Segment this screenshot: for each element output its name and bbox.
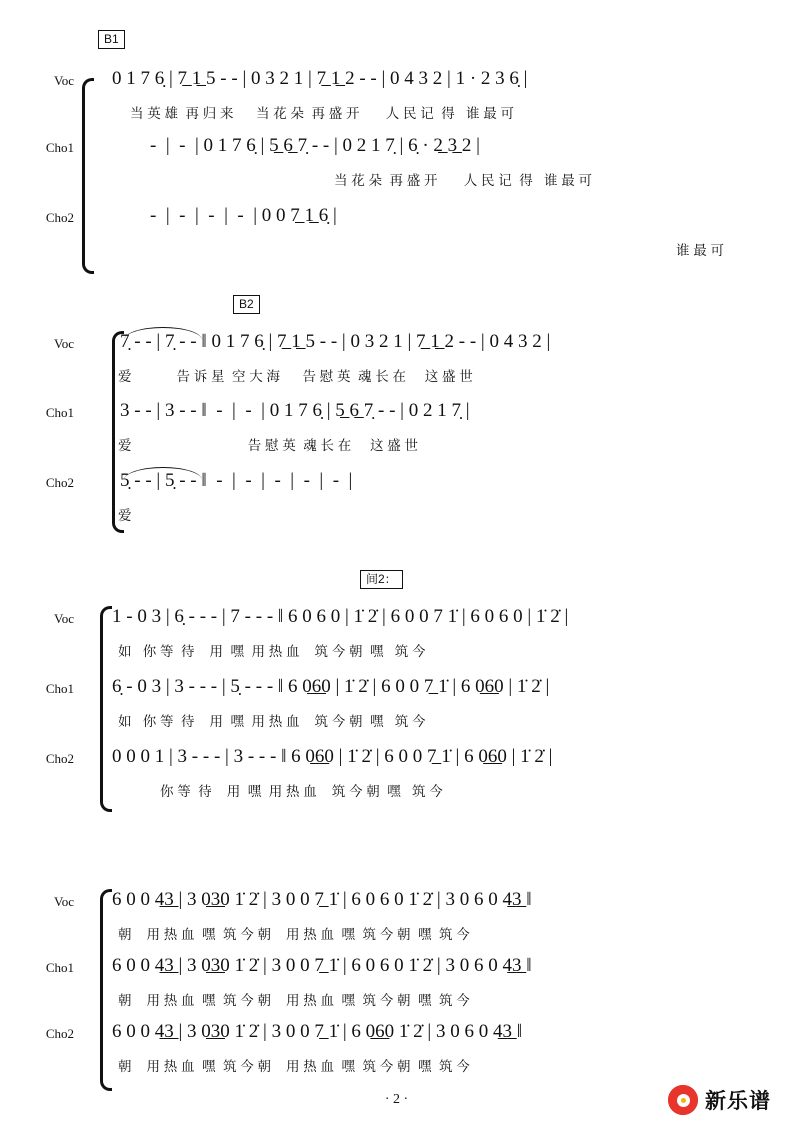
rehearsal-mark-interlude2: 间2： (360, 570, 403, 589)
logo-text: 新乐谱 (705, 1090, 771, 1113)
music-line: 5̣ - - | 5̣ - - ‖ - | - | - | - | - | (120, 470, 353, 491)
music-line: - | - | 0 1 7 6̣ | 5̲ 6̲ 7̣ - - | 0 2 1 7̣ | 6̣ · 2̲ 3̲ 2 | (150, 135, 480, 156)
lyric-line: 谁 最 可 (676, 243, 725, 258)
lyric-line: 爱 告 诉 星 空 大 海 告 慰 英 魂 长 在 这 盛 世 (118, 369, 473, 384)
staff-bracket (112, 331, 124, 533)
lyric-line: 朝 用 热 血 嘿 筑 今 朝 用 热 血 嘿 筑 今 朝 嘿 筑 今 (118, 993, 470, 1008)
record-disc-icon (668, 1085, 698, 1115)
music-line: 6 0 0 4̲3̲ | 3 0̲3̲0 1̇ 2̇ | 3 0 0 7̲ 1̇ | 6 0 6 0 1̇ 2̇ | 3 0 6 0 4̲3̲ ‖ (112, 955, 532, 976)
voice-label-cho1: Cho1 (45, 405, 74, 420)
voice-label-voc: Voc (54, 611, 74, 626)
music-line: 0 1 7 6̣ | 7̲ 1̲ 5 - - | 0 3 2 1 | 7̲ 1̲ 2 - - | 0 4 3 2 | 1 · 2 3 6̣ | (112, 68, 528, 89)
music-line: 6̣ - 0 3 | 3 - - - | 5̣ - - - ‖ 6 0̲6̲0 | 1̇ 2̇ | 6 0 0 7̲ 1̇ | 6 0̲6̲0 | 1̇ 2̇ | (112, 676, 550, 697)
staff-bracket (82, 78, 94, 274)
music-line: 0 0 0 1 | 3 - - - | 3 - - - ‖ 6 0̲6̲0 | 1̇ 2̇ | 6 0 0 7̲ 1̇ | 6 0̲6̲0 | 1̇ 2̇ | (112, 746, 553, 767)
lyric-line: 如 你 等 待 用 嘿 用 热 血 筑 今 朝 嘿 筑 今 (118, 644, 426, 659)
lyric-line: 爱 (118, 508, 132, 523)
voice-label-cho1: Cho1 (45, 140, 74, 155)
voice-label-cho2: Cho2 (45, 475, 74, 490)
lyric-line: 如 你 等 待 用 嘿 用 热 血 筑 今 朝 嘿 筑 今 (118, 714, 426, 729)
rehearsal-mark-b1: B1 (98, 30, 125, 49)
voice-label-voc: Voc (54, 894, 74, 909)
page-number: · 2 · (384, 1092, 409, 1107)
music-line: 1 - 0 3 | 6̣ - - - | 7 - - - ‖ 6 0 6 0 | 1̇ 2̇ | 6 0 0 7 1̇ | 6 0 6 0 | 1̇ 2̇ | (112, 606, 569, 627)
lyric-line: 爱 告 慰 英 魂 长 在 这 盛 世 (118, 438, 419, 453)
site-logo (668, 1085, 771, 1115)
lyric-line: 你 等 待 用 嘿 用 热 血 筑 今 朝 嘿 筑 今 (160, 784, 443, 799)
voice-label-cho1: Cho1 (45, 960, 74, 975)
music-line: 3 - - | 3 - - ‖ - | - | 0 1 7 6̣ | 5̲ 6̲ 7̣ - - | 0 2 1 7̣ | (120, 400, 470, 421)
staff-bracket (100, 606, 112, 812)
voice-label-voc: Voc (54, 336, 74, 351)
voice-label-cho2: Cho2 (45, 1026, 74, 1041)
staff-bracket (100, 889, 112, 1091)
lyric-line: 当 花 朵 再 盛 开 人 民 记 得 谁 最 可 (334, 173, 593, 188)
voice-label-cho2: Cho2 (45, 751, 74, 766)
lyric-line: 当 英 雄 再 归 来 当 花 朵 再 盛 开 人 民 记 得 谁 最 可 (130, 106, 515, 121)
music-line: 7̣ - - | 7̣ - - ‖ 0 1 7 6̣ | 7̲ 1̲ 5 - - | 0 3 2 1 | 7̲ 1̲ 2 - - | 0 4 3 2 | (120, 331, 551, 352)
music-line: 6 0 0 4̲3̲ | 3 0̲3̲0 1̇ 2̇ | 3 0 0 7̲ 1̇ | 6 0 6 0 1̇ 2̇ | 3 0 6 0 4̲3̲ ‖ (112, 889, 532, 910)
voice-label-cho1: Cho1 (45, 681, 74, 696)
music-line: - | - | - | - | 0 0 7̲ 1̲ 6̣ | (150, 205, 337, 226)
voice-label-voc: Voc (54, 73, 74, 88)
music-line: 6 0 0 4̲3̲ | 3 0̲3̲0 1̇ 2̇ | 3 0 0 7̲ 1̇ | 6 0̲6̲0 1̇ 2̇ | 3 0 6 0 4̲3̲ ‖ (112, 1021, 523, 1042)
lyric-line: 朝 用 热 血 嘿 筑 今 朝 用 热 血 嘿 筑 今 朝 嘿 筑 今 (118, 927, 470, 942)
lyric-line: 朝 用 热 血 嘿 筑 今 朝 用 热 血 嘿 筑 今 朝 嘿 筑 今 (118, 1059, 470, 1074)
voice-label-cho2: Cho2 (45, 210, 74, 225)
rehearsal-mark-b2: B2 (233, 295, 260, 314)
